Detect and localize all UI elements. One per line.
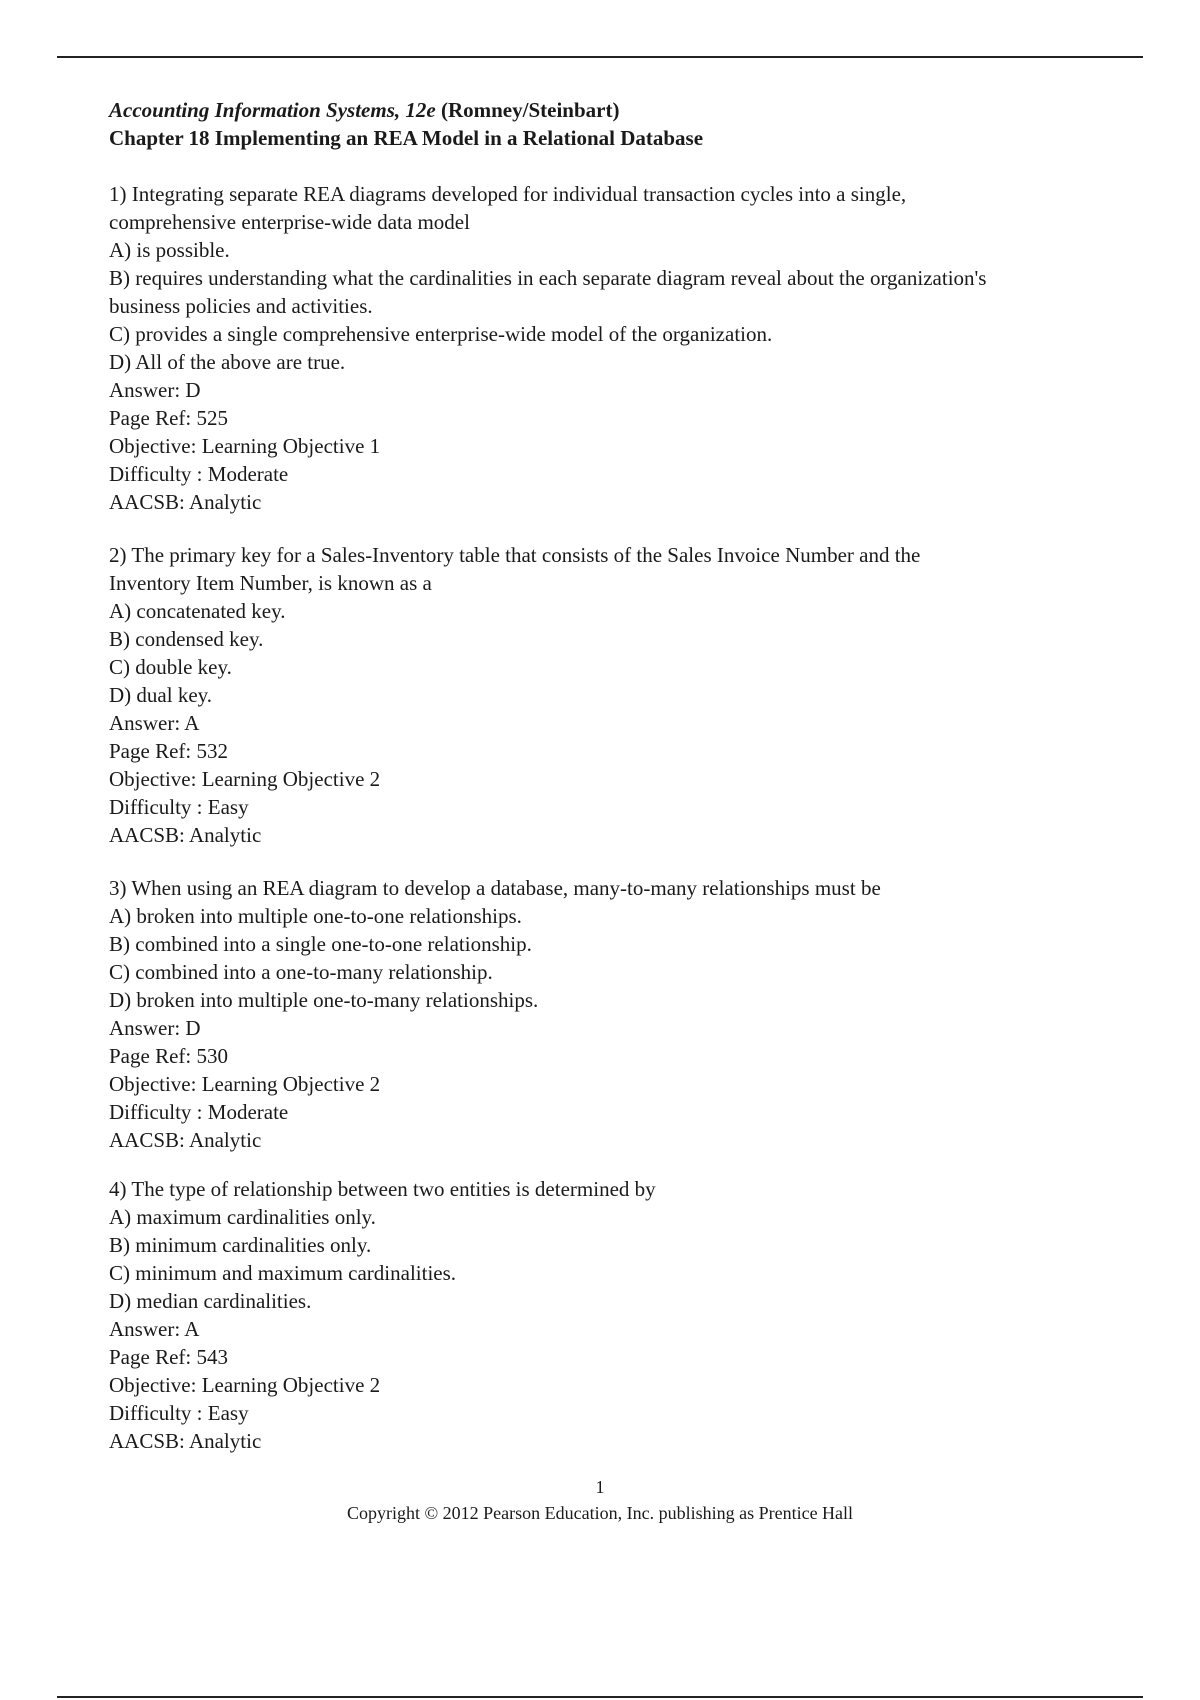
book-header (109, 96, 1149, 124)
answer-option: D) dual key. (109, 683, 213, 707)
answer-option: C) combined into a one-to-many relationship. (109, 960, 493, 984)
answer-option: C) provides a single comprehensive enterprise-wide model of the organization. (109, 322, 773, 346)
answer-option: A) broken into multiple one-to-one relationships. (109, 904, 522, 928)
objective: Objective: Learning Objective 1 (109, 434, 381, 458)
answer-option: A) maximum cardinalities only. (109, 1205, 376, 1229)
answer-option: B) requires understanding what the cardinalities in each separate diagram reveal about the organization's (109, 266, 987, 290)
answer-option: D) All of the above are true. (109, 350, 346, 374)
answer-option: C) minimum and maximum cardinalities. (109, 1261, 457, 1285)
chapter-title: Chapter 18 Implementing an REA Model in a Relational Database (109, 126, 704, 150)
objective: Objective: Learning Objective 2 (109, 767, 381, 791)
question-4 (109, 1175, 1149, 1455)
answer-option: business policies and activities. (109, 294, 373, 318)
top-rule (57, 56, 1143, 58)
answer-key: Answer: D (109, 1016, 201, 1040)
question-1 (109, 180, 1149, 516)
aacsb: AACSB: Analytic (109, 490, 262, 514)
aacsb: AACSB: Analytic (109, 1128, 262, 1152)
bottom-rule (57, 1696, 1143, 1698)
answer-key: Answer: A (109, 711, 200, 735)
aacsb: AACSB: Analytic (109, 1429, 262, 1453)
question-3 (109, 874, 1149, 1154)
question-stem-line: comprehensive enterprise-wide data model (109, 210, 470, 234)
page-ref: Page Ref: 532 (109, 739, 228, 763)
objective: Objective: Learning Objective 2 (109, 1072, 381, 1096)
book-title: Accounting Information Systems, 12e (109, 98, 436, 122)
page-ref: Page Ref: 530 (109, 1044, 228, 1068)
aacsb: AACSB: Analytic (109, 823, 262, 847)
answer-option: B) condensed key. (109, 627, 264, 651)
objective: Objective: Learning Objective 2 (109, 1373, 381, 1397)
answer-option: A) concatenated key. (109, 599, 286, 623)
book-authors: (Romney/Steinbart) (440, 98, 620, 122)
page-ref: Page Ref: 543 (109, 1345, 228, 1369)
answer-option: C) double key. (109, 655, 232, 679)
question-stem-line: 4) The type of relationship between two entities is determined by (109, 1177, 656, 1201)
answer-key: Answer: A (109, 1317, 200, 1341)
question-stem-line: 1) Integrating separate REA diagrams developed for individual transaction cycles into a single, (109, 182, 907, 206)
question-stem-line: 2) The primary key for a Sales-Inventory table that consists of the Sales Invoice Number and the (109, 543, 921, 567)
answer-option: B) combined into a single one-to-one relationship. (109, 932, 532, 956)
question-2 (109, 541, 1149, 849)
difficulty: Difficulty : Moderate (109, 1100, 289, 1124)
page-number: 1 (595, 1477, 605, 1497)
copyright-notice: Copyright © 2012 Pearson Education, Inc. publishing as Prentice Hall (346, 1503, 854, 1523)
difficulty: Difficulty : Moderate (109, 462, 289, 486)
page-ref: Page Ref: 525 (109, 406, 228, 430)
difficulty: Difficulty : Easy (109, 1401, 249, 1425)
answer-option: A) is possible. (109, 238, 230, 262)
question-stem-line: 3) When using an REA diagram to develop a database, many-to-many relationships must be (109, 876, 881, 900)
answer-option: D) broken into multiple one-to-many relationships. (109, 988, 539, 1012)
answer-key: Answer: D (109, 378, 201, 402)
answer-option: B) minimum cardinalities only. (109, 1233, 372, 1257)
difficulty: Difficulty : Easy (109, 795, 249, 819)
question-stem-line: Inventory Item Number, is known as a (109, 571, 432, 595)
answer-option: D) median cardinalities. (109, 1289, 312, 1313)
page-content (109, 96, 1149, 1455)
